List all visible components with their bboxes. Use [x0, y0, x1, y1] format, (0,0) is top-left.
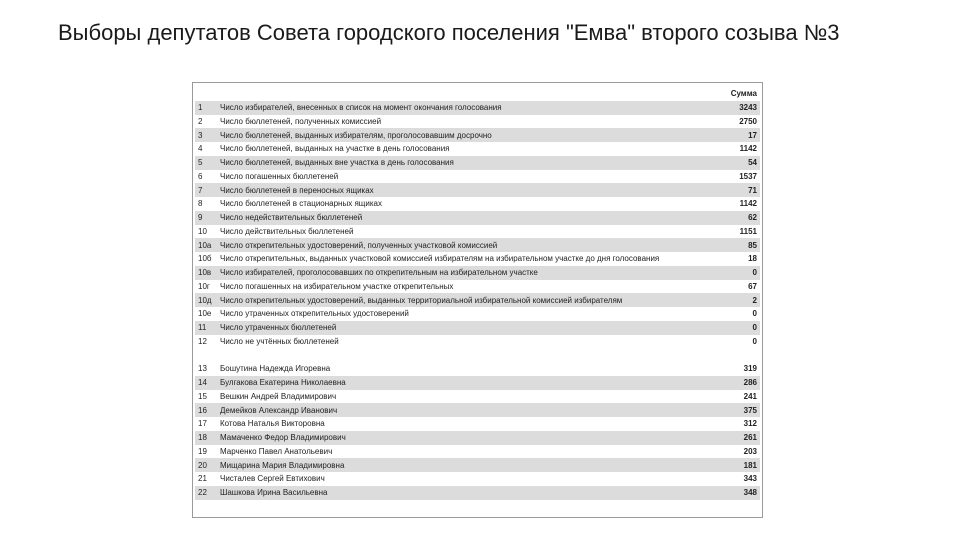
table-row: [195, 376, 760, 390]
row-label: Бошутина Надежда Игоревна: [220, 364, 331, 374]
row-number: 22: [198, 488, 207, 498]
table-row: [195, 170, 760, 184]
table-row: [195, 252, 760, 266]
row-value: 1537: [739, 171, 757, 181]
row-label: Мищарина Мария Владимировна: [220, 460, 345, 470]
table-row: [195, 238, 760, 252]
row-value: 343: [743, 474, 757, 484]
row-label: Число открепительных удостоверений, выданных территориальной избирательной комиссией избирателям: [220, 295, 623, 305]
row-label: Булгакова Екатерина Николаевна: [220, 378, 346, 388]
table-row: [195, 472, 760, 486]
row-number: 13: [198, 364, 207, 374]
table-row: [195, 417, 760, 431]
table-row: [195, 445, 760, 459]
row-value: 241: [743, 391, 757, 401]
row-number: 8: [198, 199, 203, 209]
row-label: Число не учтённых бюллетеней: [220, 336, 339, 346]
row-number: 9: [198, 213, 203, 223]
table-row: [195, 183, 760, 197]
row-value: 286: [743, 378, 757, 388]
row-label: Число бюллетеней в стационарных ящиках: [220, 199, 382, 209]
table-row: [195, 321, 760, 335]
row-value: 0: [752, 268, 757, 278]
row-value: 71: [748, 185, 757, 195]
row-label: Число избирателей, проголосовавших по открепительным на избирательном участке: [220, 268, 538, 278]
row-number: 11: [198, 323, 207, 333]
row-value: 181: [743, 460, 757, 470]
table-row: [195, 266, 760, 280]
row-value: 261: [743, 433, 757, 443]
row-label: [217, 348, 720, 362]
row-label: Чисталев Сергей Евтихович: [220, 474, 325, 484]
table-header-row: [195, 87, 760, 101]
row-value: 3243: [739, 103, 757, 113]
row-number: 19: [198, 446, 207, 456]
row-label: Число бюллетеней, выданных на участке в день голосования: [220, 144, 450, 154]
row-label: Число бюллетеней, выданных избирателям, проголосовавшим досрочно: [220, 130, 492, 140]
row-number: 16: [198, 405, 207, 415]
row-number: 4: [198, 144, 203, 154]
row-number: 5: [198, 158, 203, 168]
table-row: [195, 293, 760, 307]
table-row: [195, 486, 760, 500]
slide-title: Выборы депутатов Совета городского поселения "Емва" второго созыва №3: [58, 20, 840, 45]
table-row: [195, 156, 760, 170]
row-value: 2: [752, 295, 757, 305]
row-number: 3: [198, 130, 203, 140]
table-row: [195, 458, 760, 472]
table-row: [195, 115, 760, 129]
row-label: Число бюллетеней, выданных вне участка в день голосования: [220, 158, 454, 168]
table-row: [195, 128, 760, 142]
row-label: Демейков Александр Иванович: [220, 405, 338, 415]
row-number: 10б: [198, 254, 212, 264]
table-row: [195, 362, 760, 376]
row-value: 1142: [739, 199, 757, 209]
row-number: 7: [198, 185, 203, 195]
row-label: Шашкова Ирина Васильевна: [220, 488, 328, 498]
row-value: 54: [748, 158, 757, 168]
table-row: [195, 390, 760, 404]
sum-column-header: Сумма: [730, 89, 757, 99]
table-row: [195, 403, 760, 417]
row-label: Число избирателей, внесенных в список на момент окончания голосования: [220, 103, 502, 113]
table-row: [195, 101, 760, 115]
row-value: 17: [748, 130, 757, 140]
results-table-frame: [192, 82, 763, 518]
row-label: Вешкин Андрей Владимирович: [220, 391, 337, 401]
row-number: 2: [198, 116, 203, 126]
row-number: 14: [198, 378, 207, 388]
row-number: 17: [198, 419, 207, 429]
row-label: Марченко Павел Анатольевич: [220, 446, 333, 456]
row-number: 6: [198, 171, 203, 181]
row-value: 319: [743, 364, 757, 374]
table-body: [195, 101, 760, 500]
results-table: [195, 87, 760, 500]
row-value: [720, 348, 760, 362]
row-value: 0: [752, 336, 757, 346]
row-value: 348: [743, 488, 757, 498]
row-number: 10г: [198, 281, 210, 291]
table-row: [195, 280, 760, 294]
row-label: Число бюллетеней, полученных комиссией: [220, 116, 382, 126]
row-value: 62: [748, 213, 757, 223]
row-number: 15: [198, 391, 207, 401]
row-label: Число утраченных открепительных удостоверений: [220, 309, 409, 319]
row-label: Число утраченных бюллетеней: [220, 323, 337, 333]
row-label: Число погашенных бюллетеней: [220, 171, 339, 181]
row-value: 2750: [739, 116, 757, 126]
row-value: 18: [748, 254, 757, 264]
row-label: Число бюллетеней в переносных ящиках: [220, 185, 374, 195]
row-number: [195, 348, 217, 362]
row-label: Число погашенных на избирательном участке открепительных: [220, 281, 454, 291]
row-number: 21: [198, 474, 207, 484]
row-value: 0: [752, 309, 757, 319]
table-row: [195, 225, 760, 239]
table-row: [195, 335, 760, 349]
row-number: 12: [198, 336, 207, 346]
table-row: [195, 307, 760, 321]
table-spacer-row: [195, 348, 760, 362]
row-label: Число действительных бюллетеней: [220, 226, 354, 236]
row-value: 1151: [739, 226, 757, 236]
table-row: [195, 142, 760, 156]
row-number: 10в: [198, 268, 212, 278]
row-label: Число открепительных удостоверений, полученных участковой комиссией: [220, 240, 498, 250]
row-label: Мамаченко Федор Владимирович: [220, 433, 346, 443]
row-number: 18: [198, 433, 207, 443]
row-value: 312: [743, 419, 757, 429]
row-value: 85: [748, 240, 757, 250]
row-label: Число открепительных, выданных участковой комиссией избирателям на избирательном участке до дня голосования: [220, 254, 660, 264]
row-number: 10а: [198, 240, 212, 250]
row-value: 0: [752, 323, 757, 333]
row-number: 10: [198, 226, 207, 236]
row-value: 1142: [739, 144, 757, 154]
table-row: [195, 431, 760, 445]
row-number: 20: [198, 460, 207, 470]
row-label: Число недействительных бюллетеней: [220, 213, 363, 223]
row-value: 203: [743, 446, 757, 456]
row-number: 10е: [198, 309, 212, 319]
row-number: 1: [198, 103, 203, 113]
row-number: 10д: [198, 295, 212, 305]
row-value: 67: [748, 281, 757, 291]
row-value: 375: [743, 405, 757, 415]
row-label: Котова Наталья Викторовна: [220, 419, 325, 429]
table-row: [195, 211, 760, 225]
table-row: [195, 197, 760, 211]
